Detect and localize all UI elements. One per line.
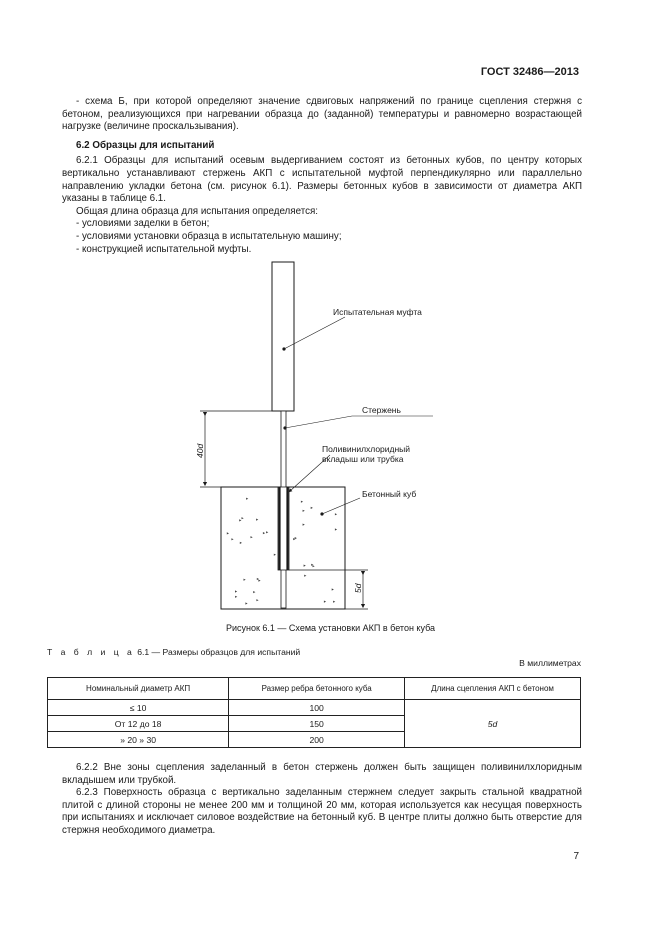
paragraph-length-intro: Общая длина образца для испытания определяется: [76,205,319,217]
text-block-bottom [62,762,582,838]
paragraph-6-2-3: 6.2.3 Поверхность образца с вертикально заделанным стержнем следует закрыть стальной квадратной плитой с длиной стороны не менее 200 мм и толщиной 20 мм, которая используется как несущая поверхность при испытаниях и исключает силовое воздействие на бетонный куб. В центре плиты должно быть отверстие для стержня необходимого диаметра. [62,787,582,836]
paragraph-6-2-1: 6.2.1 Образцы для испытаний осевым выдергиванием состоят из бетонных кубов, по центру которых вертикально устанавливают стержень АКП с испытательной муфтой перпендикулярно или параллельно направлению укладки бетона (см. рисунок 6.1). Размеры бетонных кубов в зависимости от диаметра АКП указаны в таблице 6.1. [62,155,582,205]
table-cell: От 12 до 18 [48,716,229,732]
table-cell: 150 [229,716,405,732]
dim-5d-label: 5d [353,583,363,593]
table-cell: 100 [229,700,405,716]
dim-40d-label: 40d [195,443,205,458]
paragraph-6-2-2: 6.2.2 Вне зоны сцепления заделанный в бетон стержень должен быть защищен поливинилхлоридным вкладышем или трубкой. [62,762,582,786]
specimen-size-table [47,677,581,748]
table-cell: ≤ 10 [48,700,229,716]
label-cube: Бетонный куб [362,489,417,499]
table-cell: » 20 » 30 [48,732,229,748]
paragraph-scheme-b: - схема Б, при которой определяют значение сдвиговых напряжений по границе сцепления стержня с бетоном, реализующихся при нагревании образца до (заданной) температуры и равномерно возрастающей нагрузке (величине проскальзывания). [62,96,582,133]
section-heading: 6.2 Образцы для испытаний [76,139,215,151]
column-header: Размер ребра бетонного куба [229,678,405,700]
table-row [48,700,581,716]
table-cell: 200 [229,732,405,748]
label-insert-line2: вкладыш или трубка [322,454,404,464]
column-header: Номинальный диаметр АКП [48,678,229,700]
table-caption-prefix: Т а б л и ц а [47,647,135,657]
table-cell-merged: 5d [405,700,581,748]
label-rod: Стержень [362,405,401,415]
list-item: - условиями установки образца в испытательную машину; [76,230,342,242]
document-code: ГОСТ 32486—2013 [480,66,579,78]
table-caption [47,647,300,657]
table-units: В миллиметрах [519,658,581,668]
page-number: 7 [573,851,579,862]
label-insert-line1: Поливинилхлоридный [322,444,411,454]
list-item: - условиями заделки в бетон; [76,218,210,230]
table-header-row [48,678,581,700]
figure-caption: Рисунок 6.1 — Схема установки АКП в бетон куба [225,623,436,633]
list-item: - конструкцией испытательной муфты. [76,243,252,255]
label-sleeve: Испытательная муфта [333,307,422,317]
table-caption-text: 6.1 — Размеры образцов для испытаний [137,647,301,657]
column-header: Длина сцепления АКП с бетоном [405,678,581,700]
sleeve-shape [272,262,294,411]
